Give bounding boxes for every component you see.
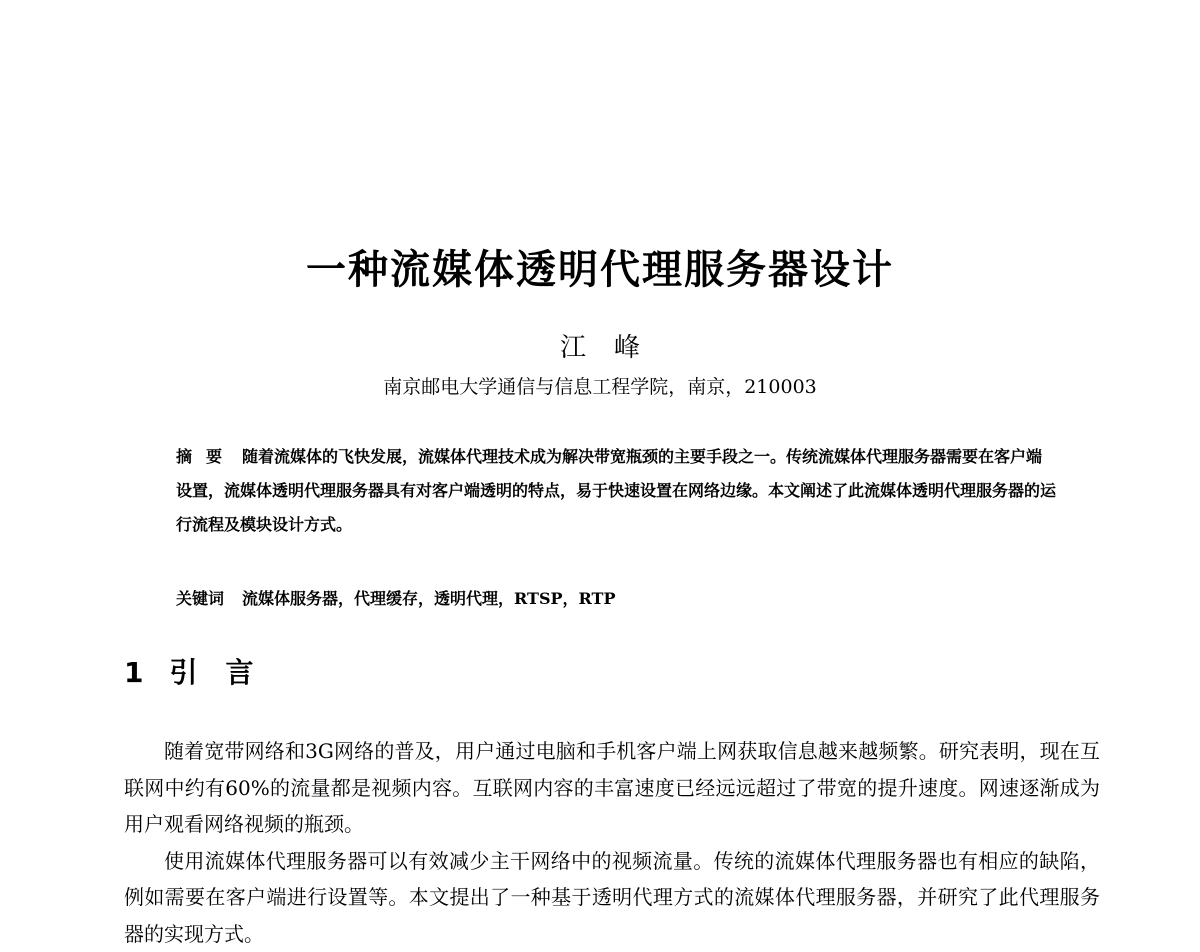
keywords-label: 关键词 xyxy=(176,589,225,608)
abstract-block xyxy=(176,440,1056,542)
author-name: 江峰 xyxy=(559,333,668,363)
section-heading-introduction xyxy=(124,651,282,695)
abstract-label: 摘要 xyxy=(176,447,237,466)
keywords-block xyxy=(176,582,1056,616)
abstract-text: 随着流媒体的飞快发展，流媒体代理技术成为解决带宽瓶颈的主要手段之一。传统流媒体代理服务器需要在客户端设置，流媒体透明代理服务器具有对客户端透明的特点，易于快速设置在网络边缘。本文阐述了此流媒体透明代理服务器的运行流程及模块设计方式。 xyxy=(176,447,1057,534)
keywords-text: 流媒体服务器，代理缓存，透明代理，RTSP，RTP xyxy=(242,589,616,608)
author-affiliation: 南京邮电大学通信与信息工程学院，南京，210003 xyxy=(383,376,817,398)
section-title: 引言 xyxy=(169,656,282,689)
section-number: 1 xyxy=(124,656,144,689)
paper-title: 一种流媒体透明代理服务器设计 xyxy=(306,247,894,293)
body-paragraph: 随着宽带网络和3G网络的普及，用户通过电脑和手机客户端上网获取信息越来越频繁。研究表明，现在互联网中约有60%的流量都是视频内容。互联网内容的丰富速度已经远远超过了带宽的提升速度。网速逐渐成为用户观看网络视频的瓶颈。 xyxy=(124,739,1100,836)
section-body xyxy=(124,733,1100,952)
body-paragraph: 使用流媒体代理服务器可以有效减少主干网络中的视频流量。传统的流媒体代理服务器也有相应的缺陷，例如需要在客户端进行设置等。本文提出了一种基于透明代理方式的流媒体代理服务器，并研究了此代理服务器的实现方式。 xyxy=(124,848,1100,946)
